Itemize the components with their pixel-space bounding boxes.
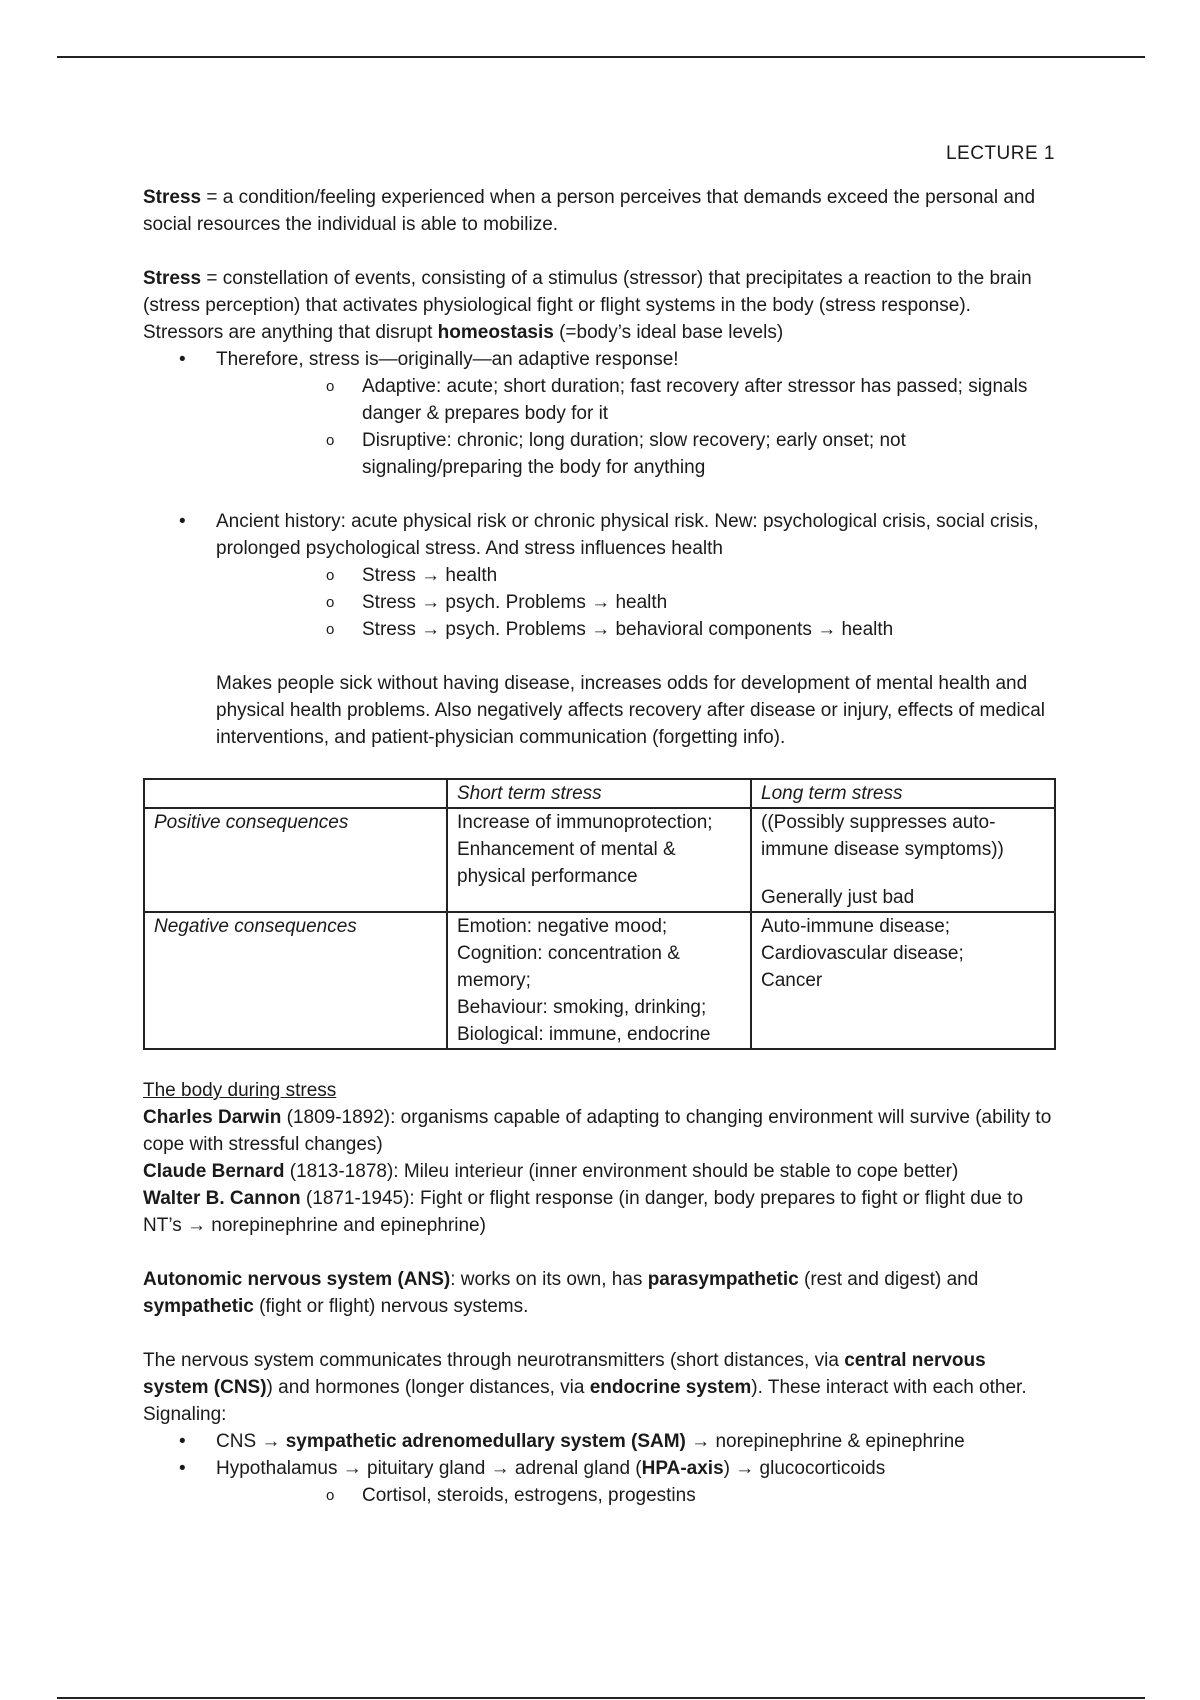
arrow-right-icon: → — [591, 592, 611, 613]
table-cell: ((Possibly suppresses auto-immune disease symptoms)) Generally just bad — [751, 808, 1055, 912]
table-row — [144, 912, 1055, 1049]
table-row — [144, 808, 1055, 912]
circle-bullet-icon: o — [326, 1487, 335, 1504]
list-item: o Cortisol, steroids, estrogens, progestins — [216, 1482, 1055, 1509]
signaling-list — [143, 1428, 1055, 1509]
row-header: Positive consequences — [144, 808, 447, 912]
bullet-icon: • — [179, 349, 186, 370]
circle-bullet-icon: o — [326, 594, 335, 611]
table-cell: Increase of immunoprotection; Enhancement of mental & physical performance — [447, 808, 751, 912]
ans-paragraph: Autonomic nervous system (ANS): works on its own, has parasympathetic (rest and digest) and sympathetic (fight or flight) nervous systems. — [143, 1269, 979, 1317]
arrow-right-icon: → — [490, 1458, 510, 1479]
arrow-right-icon: → — [421, 619, 441, 640]
footer-rule — [57, 1697, 1145, 1699]
darwin-entry: Charles Darwin (1809-1892): organisms capable of adapting to changing environment will survive (ability to cope with stressful changes) — [143, 1107, 1052, 1155]
table-cell: Auto-immune disease; Cardiovascular disease; Cancer — [751, 912, 1055, 1049]
arrow-right-icon: → — [691, 1431, 711, 1452]
list-item: • CNS → sympathetic adrenomedullary system (SAM) → norepinephrine & epinephrine — [143, 1428, 1055, 1455]
effects-paragraph: Makes people sick without having disease, increases odds for development of mental health and physical health problems. Also negatively affects recovery after disease or injury, effects of medical interventions, and patient-physician communication (forgetting info). — [216, 673, 1046, 748]
adaptive-list — [143, 346, 1055, 481]
section-heading: The body during stress — [143, 1080, 337, 1101]
bernard-entry: Claude Bernard (1813-1878): Mileu interieur (inner environment should be stable to cope better) — [143, 1161, 959, 1182]
lecture-title: LECTURE 1 — [945, 143, 1055, 164]
table-row — [144, 779, 1055, 808]
arrow-right-icon: → — [186, 1215, 206, 1236]
cannon-entry: Walter B. Cannon (1871-1945): Fight or flight response (in danger, body prepares to fight or flight due to NT’s → norepinephrine and epinephrine) — [143, 1188, 1024, 1236]
history-list — [143, 508, 1055, 643]
column-header: Short term stress — [447, 779, 751, 808]
list-item: o Stress → health — [216, 562, 1055, 589]
row-header: Negative consequences — [144, 912, 447, 1049]
arrow-right-icon: → — [591, 619, 611, 640]
column-header: Long term stress — [751, 779, 1055, 808]
circle-bullet-icon: o — [326, 378, 335, 395]
bullet-icon: • — [179, 1458, 186, 1479]
consequences-table — [143, 778, 1056, 1050]
list-item: o Disruptive: chronic; long duration; slow recovery; early onset; not signaling/preparing the body for anything — [216, 427, 1055, 481]
circle-bullet-icon: o — [326, 432, 335, 449]
bullet-icon: • — [179, 511, 186, 532]
arrow-right-icon: → — [342, 1458, 362, 1479]
stress-definition-1: Stress = a condition/feeling experienced when a person perceives that demands exceed the personal and social resources the individual is able to mobilize. — [143, 187, 1036, 235]
arrow-right-icon: → — [421, 592, 441, 613]
arrow-right-icon: → — [817, 619, 837, 640]
nervous-system-paragraph: The nervous system communicates through neurotransmitters (short distances, via central nervous system (CNS)) and hormones (longer distances, via endocrine system). These interact with each other. Signaling: — [143, 1350, 1027, 1425]
circle-bullet-icon: o — [326, 621, 335, 638]
table-cell: Emotion: negative mood; Cognition: concentration & memory; Behaviour: smoking, drinking; Biological: immune, endocrine — [447, 912, 751, 1049]
bullet-icon: • — [179, 1431, 186, 1452]
list-item: o Stress → psych. Problems → behavioral components → health — [216, 616, 1055, 643]
header-rule — [57, 56, 1145, 58]
list-item: o Adaptive: acute; short duration; fast recovery after stressor has passed; signals danger & prepares body for it — [216, 373, 1055, 427]
list-item: • Therefore, stress is—originally—an adaptive response! o Adaptive: acute; short duration; fast recovery after stressor has passed; signals danger & prepares body for it o Disruptive: chronic; long duration; slow recovery; early onset; not signaling/preparing the body for anything — [143, 346, 1055, 481]
circle-bullet-icon: o — [326, 567, 335, 584]
list-item: • Hypothalamus → pituitary gland → adrenal gland (HPA-axis) → glucocorticoids o Cortisol, steroids, estrogens, progestins — [143, 1455, 1055, 1509]
list-item: o Stress → psych. Problems → health — [216, 589, 1055, 616]
arrow-right-icon: → — [735, 1458, 755, 1479]
table-cell — [144, 779, 447, 808]
list-item: • Ancient history: acute physical risk or chronic physical risk. New: psychological crisis, social crisis, prolonged psychological stress. And stress influences health o Stress → health o Stress → psych. Problems → health o Stress → psych. Problems → behavioral components → health — [143, 508, 1055, 643]
document-page — [143, 140, 1055, 1509]
arrow-right-icon: → — [421, 565, 441, 586]
arrow-right-icon: → — [261, 1431, 281, 1452]
stress-definition-2: Stress = constellation of events, consisting of a stimulus (stressor) that precipitates a reaction to the brain (stress perception) that activates physiological fight or flight systems in the body (stress response). Stressors are anything that disrupt homeostasis (=body’s ideal base levels) — [143, 268, 1032, 343]
